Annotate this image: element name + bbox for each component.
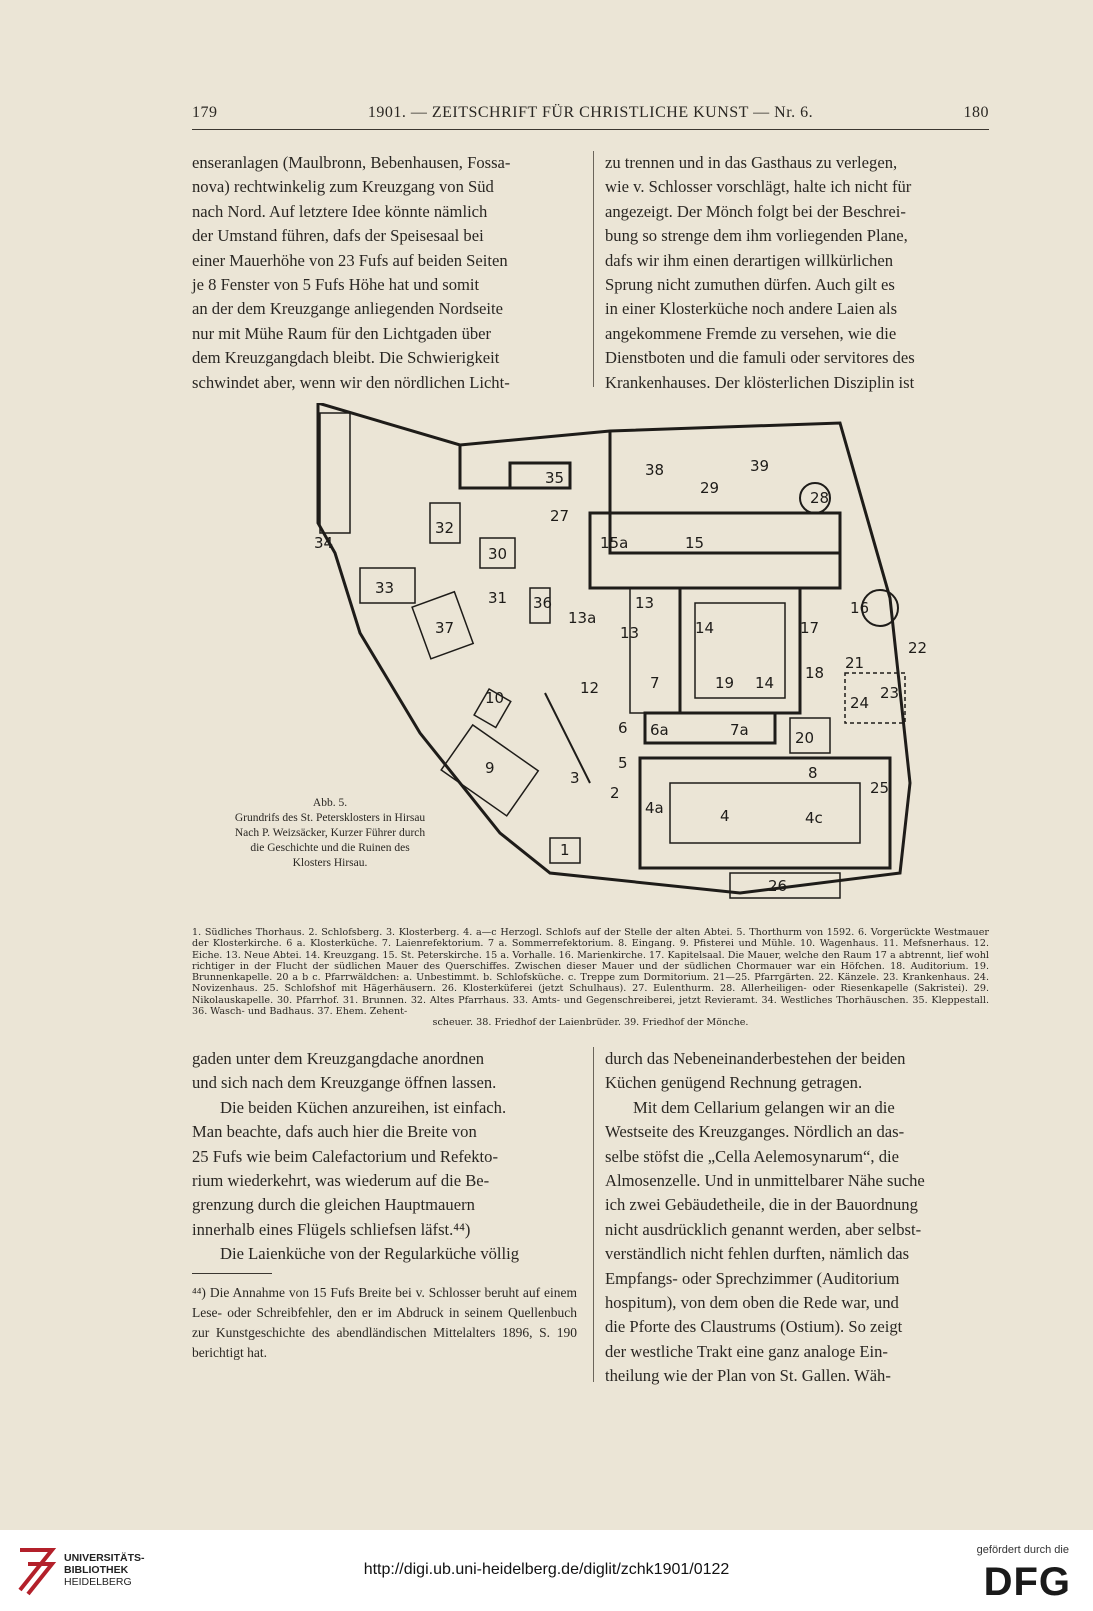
page-number-left: 179 xyxy=(192,104,218,121)
plan-label: 38 xyxy=(645,461,665,479)
text-column-right-top xyxy=(605,151,990,395)
text-line: Mit dem Cellarium gelangen wir an die xyxy=(633,1097,895,1117)
text-line: Empfangs- oder Sprechzimmer (Auditorium xyxy=(605,1268,900,1288)
text-line: dafs wir ihm einen derartigen willkürlichen xyxy=(605,250,893,270)
text-line: gaden unter dem Kreuzgangdache anordnen xyxy=(192,1049,485,1068)
text-line: durch das Nebeneinanderbestehen der beiden xyxy=(605,1049,906,1068)
plan-label: 6a xyxy=(650,721,669,739)
plan-label: 6 xyxy=(618,719,628,737)
column-divider-bottom xyxy=(593,1047,594,1382)
plan-label: 16 xyxy=(850,599,870,617)
journal-title: 1901. — ZEITSCHRIFT FÜR CHRISTLICHE KUNST — Nr. 6. xyxy=(367,104,814,121)
plan-label: 5 xyxy=(618,754,628,772)
uni-line: HEIDELBERG xyxy=(64,1576,132,1588)
plan-label: 17 xyxy=(800,619,820,637)
plan-label: 18 xyxy=(805,664,825,682)
plan-label: 39 xyxy=(750,457,770,475)
plan-label: 15a xyxy=(600,534,629,552)
plan-label: 4a xyxy=(645,799,664,817)
plan-label: 13 xyxy=(620,624,640,642)
plan-label: 10 xyxy=(485,689,505,707)
plan-label: 21 xyxy=(845,654,865,672)
figure-caption xyxy=(195,796,465,871)
text-line: Almosenzelle. Und in unmittelbarer Nähe suche xyxy=(605,1171,925,1191)
text-line: einer Mauerhöhe von 23 Fufs auf beiden Seiten xyxy=(192,250,508,270)
text-column-left-top xyxy=(192,151,577,395)
plan-label: 31 xyxy=(488,589,508,607)
text-line: grenzung durch die gleichen Hauptmauern xyxy=(192,1195,475,1215)
footnote-rule xyxy=(192,1273,272,1274)
text-line: Küchen genügend Rechnung getragen. xyxy=(605,1073,863,1093)
plan-label: 32 xyxy=(435,519,455,537)
text-line: Die Laienküche von der Regularküche völlig xyxy=(220,1244,520,1264)
plan-label: 24 xyxy=(850,694,870,712)
caption-line: die Geschichte und die Ruinen des xyxy=(250,842,410,854)
plan-label: 28 xyxy=(810,489,830,507)
text-line: an der dem Kreuzgange anliegenden Nordseite xyxy=(192,299,503,319)
text-line: Sprung nicht zumuthen dürfen. Auch gilt es xyxy=(605,275,895,295)
plan-label: 2 xyxy=(610,784,620,802)
text-line: nur mit Mühe Raum für den Lichtgaden über xyxy=(192,323,492,343)
plan-label: 22 xyxy=(908,639,928,657)
plan-label: 3 xyxy=(570,769,580,787)
text-line: nach Nord. Auf letztere Idee könnte nämlich xyxy=(192,201,488,221)
text-line: enseranlagen (Maulbronn, Bebenhausen, Fossa- xyxy=(192,153,511,172)
text-line: je 8 Fenster von 5 Fufs Höhe hat und somit xyxy=(192,275,480,295)
uni-line: UNIVERSITÄTS- xyxy=(64,1552,145,1564)
viewer-footer xyxy=(0,1530,1093,1611)
caption-line: Grundrifs des St. Petersklosters in Hirsau xyxy=(234,812,426,824)
legend-text: 1. Südliches Thorhaus. 2. Schlofsberg. 3. Klosterberg. 4. a—c Herzogl. Schlofs auf der Stelle der alten Abtei. 5. Thorthurm von 1592. 6. Vorgerückte Westmauer der Klosterkirche. 6 a. Klosterküche. 7. Laienrefektorium. 7 a. Sommerrefektorium. 8. Eingang. 9. Pfisterei und Mühle. 10. Wagenhaus. 11. Mefsnerhaus. 12. Eiche. 13. Neue Abtei. 14. Kreuzgang. 15. St. Peterskirche. 15 a. Vorhalle. 16. Marienkirche. 17. Kapitelsaal. Die Mauer, welche den Raum 17 a abtrennt, lief wohl richtiger in der Flucht der südlichen Mauer des Querschiffes. Zwischen dieser Mauer und der südlichen Chormauer war ein Höfchen. 18. Auditorium. 19. Brunnenkapelle. 20 a b c. Pfarrwäldchen: a. Unbestimmt. b. Schlofsküche. c. Treppe zum Dormitorium. 21—25. Pfarrgärten. 22. Känzele. 23. Krankenhaus. 24. Novizenhaus. 25. Schlofshof mit Hägerhäusern. 26. Klosterküferei (jetzt Schulhaus). 27. Eulenthurm. 28. Allerheiligen- oder Riesenkapelle (Sakristei). 29. Nikolauskapelle. 30. Pfarrhof. 31. Brunnen. 32. Altes Pfarrhaus. 33. Amts- und Gegenschreiberei, jetzt Revieramt. 34. Westliches Thorhäuschen. 35. Kleppestall. 36. Wasch- und Badhaus. 37. Ehem. Zehent- xyxy=(192,927,989,1018)
plan-label: 20 xyxy=(795,729,815,747)
text-line: nova) rechtwinkelig zum Kreuzgang von Süd xyxy=(192,177,494,197)
text-line: und sich nach dem Kreuzgange öffnen lassen. xyxy=(192,1073,497,1093)
plan-label: 29 xyxy=(700,479,720,497)
plan-label: 30 xyxy=(488,545,508,563)
text-line: der westliche Trakt eine ganz analoge Ein- xyxy=(605,1341,888,1361)
text-line: zu trennen und in das Gasthaus zu verlegen, xyxy=(605,153,898,172)
text-line: Krankenhauses. Der klösterlichen Disziplin ist xyxy=(605,372,915,392)
header-rule xyxy=(192,129,989,130)
text-line: wie v. Schlosser vorschlägt, halte ich nicht für xyxy=(605,177,912,197)
caption-line: Abb. 5. xyxy=(312,797,348,809)
plan-label: 35 xyxy=(545,469,565,487)
plan-label: 15 xyxy=(685,534,705,552)
plan-label: 9 xyxy=(485,759,495,777)
text-line: ich zwei Gebäudetheile, die in der Bauordnung xyxy=(605,1195,918,1215)
text-line: der Umstand führen, dafs der Speisesaal bei xyxy=(192,226,484,246)
dfg-logo[interactable]: DFG xyxy=(983,1560,1071,1604)
plan-label: 4c xyxy=(805,809,823,827)
plan-label: 26 xyxy=(768,877,788,895)
plan-label: 7 xyxy=(650,674,660,692)
plan-label: 19 xyxy=(715,674,735,692)
plan-label: 1 xyxy=(560,841,570,859)
plan-label: 14 xyxy=(755,674,775,692)
caption-line: Klosters Hirsau. xyxy=(292,857,368,869)
plan-label: 13a xyxy=(568,609,597,627)
plan-label: 4 xyxy=(720,807,730,825)
text-line: dem Kreuzgangdach bleibt. Die Schwierigkeit xyxy=(192,348,500,368)
figure-legend xyxy=(192,927,989,1029)
plan-label: 23 xyxy=(880,684,900,702)
text-line: theilung wie der Plan von St. Gallen. Wäh- xyxy=(605,1366,891,1386)
column-divider-top xyxy=(593,151,594,387)
plan-label: 36 xyxy=(533,594,553,612)
plan-label: 8 xyxy=(808,764,818,782)
text-line: die Pforte des Claustrums (Ostium). So zeigt xyxy=(605,1317,903,1337)
plan-label: 13 xyxy=(635,594,655,612)
text-line: schwindet aber, wenn wir den nördlichen Licht- xyxy=(192,372,510,392)
text-line: 25 Fufs wie beim Calefactorium und Refekto- xyxy=(192,1146,498,1166)
plan-label: 12 xyxy=(580,679,600,697)
permalink-url[interactable]: http://digi.ub.uni-heidelberg.de/diglit/zchk1901/0122 xyxy=(363,1561,730,1578)
text-line: Dienstboten und die famuli oder servitores des xyxy=(605,348,915,368)
text-column-right-bottom xyxy=(605,1047,990,1389)
legend-text: scheuer. 38. Friedhof der Laienbrüder. 39. Friedhof der Mönche. xyxy=(432,1017,749,1029)
text-line: verständlich nicht fehlen durften, nämlich das xyxy=(605,1244,910,1264)
caption-line: Nach P. Weizsäcker, Kurzer Führer durch xyxy=(234,827,426,839)
text-line: Man beachte, dafs auch hier die Breite von xyxy=(192,1122,477,1142)
text-line: Die beiden Küchen anzureihen, ist einfach. xyxy=(220,1097,507,1117)
text-line: innerhalb eines Flügels schliefsen läfst.⁴⁴) xyxy=(192,1219,471,1239)
plan-label: 7a xyxy=(730,721,749,739)
plan-label: 33 xyxy=(375,579,395,597)
plan-label: 34 xyxy=(314,534,334,552)
text-line: rium wiederkehrt, was wiederum auf die Be- xyxy=(192,1171,490,1191)
text-line: hospitum), von dem oben die Rede war, und xyxy=(605,1293,899,1313)
text-line: bung so strenge dem ihm vorliegenden Plane, xyxy=(605,226,908,246)
plan-label: 37 xyxy=(435,619,455,637)
funded-by-text: gefördert durch die xyxy=(976,1544,1069,1556)
plan-label: 14 xyxy=(695,619,715,637)
text-column-left-bottom xyxy=(192,1047,577,1267)
text-line: Westseite des Kreuzganges. Nördlich an das- xyxy=(605,1122,905,1142)
text-line: selbe stöfst die „Cella Aelemosynarum“, die xyxy=(605,1146,899,1166)
page-number-right: 180 xyxy=(963,104,989,121)
running-header xyxy=(192,104,989,126)
uni-line: BIBLIOTHEK xyxy=(64,1564,129,1576)
text-line: in einer Klosterküche noch andere Laien als xyxy=(605,299,898,319)
plan-label: 25 xyxy=(870,779,890,797)
text-line: angekommene Fremde zu versehen, wie die xyxy=(605,323,897,343)
footnote: ⁴⁴) Die Annahme von 15 Fufs Breite bei v. Schlosser beruht auf einem Lese- oder Schreibfehler, den er im Abdruck in seinem Quellenbuch zur Kunstgeschichte des abendländischen Mittelalters 1896, S. 190 berichtigt hat. xyxy=(192,1285,577,1360)
text-line: nicht ausdrücklich genannt werden, aber selbst- xyxy=(605,1219,922,1239)
plan-label: 27 xyxy=(550,507,570,525)
text-line: angezeigt. Der Mönch folgt bei der Beschrei- xyxy=(605,201,906,221)
